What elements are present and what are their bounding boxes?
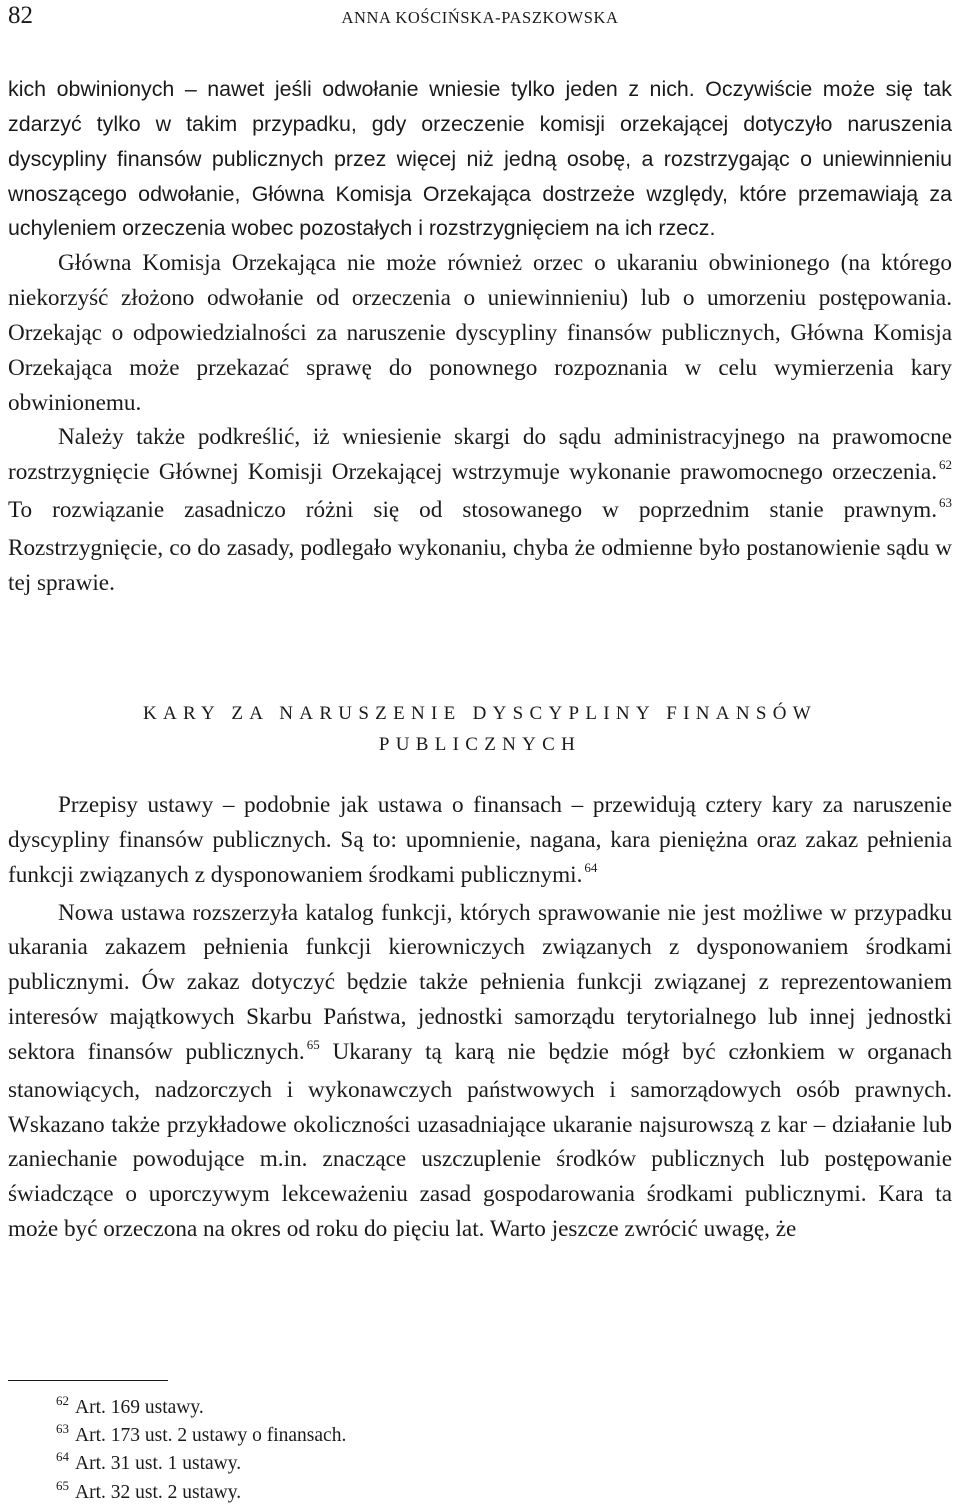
footnote-text: Art. 173 ust. 2 ustawy o finansach.: [75, 1425, 347, 1447]
paragraph: [8, 420, 952, 600]
section-heading-line-1: KARY ZA NARUSZENIE DYSCYPLINY FINANSÓW: [143, 703, 817, 724]
paragraph-continued: [8, 72, 952, 246]
paragraph-text: Rozstrzygnięcie, co do zasady, podlegało wykonaniu, chyba że odmienne było postanowienie sądu w tej sprawie.: [8, 534, 952, 596]
footnote-text: Art. 32 ust. 2 ustawy.: [75, 1481, 242, 1503]
footnote-ref-62[interactable]: 62: [939, 457, 952, 473]
footnote-number: 63: [56, 1421, 69, 1437]
footnote-number: 64: [56, 1449, 69, 1465]
paragraph-text: To rozwiązanie zasadniczo różni się od stosowanego w poprzednim stanie prawnym.: [8, 497, 937, 524]
page-number: 82: [8, 2, 33, 29]
paragraph: [8, 788, 952, 896]
body-text-block-1: [8, 72, 952, 601]
footnote-64: [56, 1450, 936, 1478]
footnote-ref-64[interactable]: 64: [584, 859, 598, 875]
paragraph-text: Ukarany tą karą nie będzie mógł być członkiem w organach stanowiących, nadzorczych i wykonawczych państwowych i samorządowych osób prawnych. Wskazano także przykładowe okoliczności uzasadniające ukaranie najsurowszą z kar – działanie lub zaniechanie powodujące m.in. znaczące uszczuplenie środków publicznych lub postępowanie świadczące o uporczywym lekceważeniu zasad gospodarowania środkami publicznymi. Kara ta może być orzeczona na okres od roku do pięciu lat. Warto jeszcze zwrócić uwagę, że: [8, 1038, 952, 1243]
footnote-65: [56, 1479, 936, 1507]
paragraph: [8, 246, 952, 420]
paragraph-text: kich obwinionych – nawet jeśli odwołanie wniesie tylko jeden z nich. Oczywiście może się tak zdarzyć tylko w takim przypadku, gdy orzeczenie komisji orzekającej dotyczyło naruszenia dyscypliny finansów publicznych przez więcej niż jedną osobę, a rozstrzygając o uniewinnieniu wnoszącego odwołanie, Główna Komisja Orzekająca dostrzeże względy, które przemawiają za uchyleniem orzeczenia wobec pozostałych i rozstrzygnięciem na ich rzecz.: [8, 77, 952, 241]
footnote-text: Art. 169 ustawy.: [75, 1397, 204, 1418]
body-text-block-2: [8, 788, 952, 1247]
paragraph: [8, 896, 952, 1247]
footnote-number: 62: [56, 1393, 69, 1408]
paragraph-text: Przepisy ustawy – podobnie jak ustawa o finansach – przewidują cztery kary za naruszenie dyscypliny finansów publicznych. Są to: upomnienie, nagana, kara pieniężna oraz zakaz pełnienia funkcji związanych z dysponowaniem środkami publicznymi.: [8, 792, 952, 888]
footnote-number: 65: [56, 1477, 69, 1493]
paragraph-text: Nowa ustawa rozszerzyła katalog funkcji, których sprawowanie nie jest możliwe w przypadku ukarania zakazem pełnienia funkcji kierowniczych związanych z dysponowaniem środkami publicznymi. Ów zakaz dotyczyć będzie także pełnienia funkcji związanej z reprezentowaniem interesów majątkowych Skarbu Państwa, jednostki samorządu terytorialnego lub innej jednostki sektora finansów publicznych.: [8, 899, 952, 1065]
footnote-63: [56, 1422, 936, 1450]
footnote-text: Art. 31 ust. 1 ustawy.: [75, 1453, 242, 1475]
section-heading: [8, 698, 952, 760]
footnote-divider: [8, 1380, 168, 1381]
running-head: ANNA KOŚCIŃSKA-PASZKOWSKA: [341, 8, 619, 27]
footnotes: [56, 1394, 936, 1507]
footnote-62: [56, 1394, 936, 1422]
footnote-ref-63[interactable]: 63: [939, 495, 952, 511]
paragraph-text: Należy także podkreślić, iż wniesienie skargi do sądu administracyjnego na prawomocne rozstrzygnięcie Głównej Komisji Orzekającej wstrzymuje wykonanie prawomocnego orzeczenia.: [8, 424, 952, 486]
section-heading-line-2: PUBLICZNYCH: [378, 734, 582, 755]
page-header: [8, 0, 952, 40]
footnote-ref-65[interactable]: 65: [306, 1036, 320, 1052]
paragraph-text: Główna Komisja Orzekająca nie może również orzec o ukaraniu obwinionego (na którego niekorzyść złożono odwołanie od orzeczenia o uniewinnieniu) lub o umorzeniu postępowania. Orzekając o odpowiedzialności za naruszenie dyscypliny finansów publicznych, Główna Komisja Orzekająca może przekazać sprawę do ponownego rozpoznania w celu wymierzenia kary obwinionemu.: [8, 250, 952, 416]
